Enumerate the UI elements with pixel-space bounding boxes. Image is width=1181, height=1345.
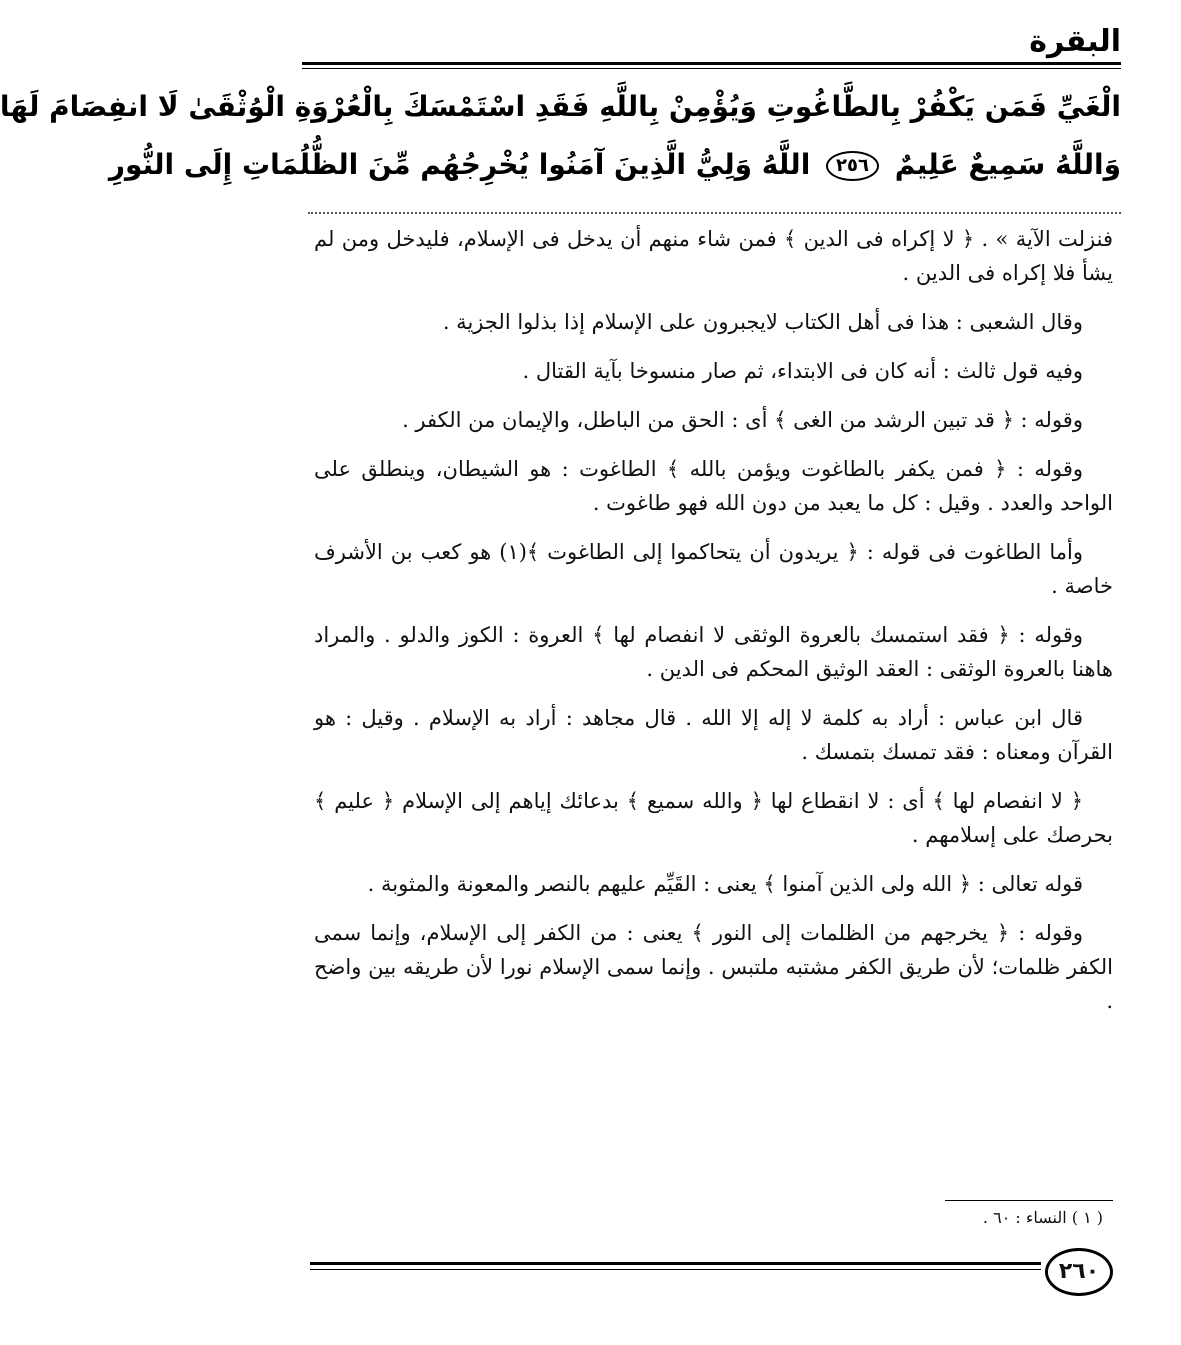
paragraph: قال ابن عباس : أراد به كلمة لا إله إلا الله . قال مجاهد : أراد به الإسلام . وقيل : هو القرآن ومعناه : فقد تمسك بتمسك . [314,706,1113,764]
paragraph: وفيه قول ثالث : أنه كان فى الابتداء، ثم صار منسوخا بآية القتال . [522,359,1083,383]
header-rule-thick [302,62,1121,65]
ayah-number-marker: ٢٥٦ [826,151,879,181]
header-rule-thin [302,68,1121,69]
paragraph: وقال الشعبى : هذا فى أهل الكتاب لايجبرون على الإسلام إذا بذلوا الجزية . [442,310,1083,334]
quran-verse-block [0,78,1121,194]
verse-line-1: الْغَيِّ فَمَن يَكْفُرْ بِالطَّاغُوتِ وَيُؤْمِنْ بِاللَّهِ فَقَدِ اسْتَمْسَكَ بِالْعُرْوَةِ الْوُثْقَىٰ لَا انفِصَامَ لَهَا [0,90,1121,123]
paragraph: قوله تعالى : ﴿ الله ولى الذين آمنوا ﴾ يعنى : القَيِّم عليهم بالنصر والمعونة والمثوبة . [367,872,1083,896]
footer-rules [310,1262,1041,1276]
paragraph: وقوله : ﴿ يخرجهم من الظلمات إلى النور ﴾ يعنى : من الكفر إلى الإسلام، وإنما سمى الكفر ظلمات؛ لأن طريق الكفر مشتبه ملتبس . وإنما سمى الإسلام نورا لأن طريقه بين واضح . [314,921,1113,1013]
footnote: ( ١ ) النساء : ٦٠ . [982,1208,1103,1227]
paragraph: وقوله : ﴿ فمن يكفر بالطاغوت ويؤمن بالله ﴾ الطاغوت : هو الشيطان، وينطلق على الواحد والعدد . وقيل : كل ما يعبد من دون الله فهو طاغوت . [314,457,1113,515]
footer-rule-thick [310,1262,1041,1265]
page-number: ٢٦٠ [1045,1248,1113,1296]
paragraph: وقوله : ﴿ قد تبين الرشد من الغى ﴾ أى : الحق من الباطل، والإيمان من الكفر . [402,408,1083,432]
paragraph: وأما الطاغوت فى قوله : ﴿ يريدون أن يتحاكموا إلى الطاغوت ﴾(١) هو كعب بن الأشرف خاصة . [314,540,1113,598]
verse-separator [308,212,1121,214]
verse-line-2 [108,136,1121,194]
page-header [302,18,1121,70]
paragraph: فنزلت الآية » . ﴿ لا إكراه فى الدين ﴾ فمن شاء منهم أن يدخل فى الإسلام، فليدخل ومن لم يشأ فلا إكراه فى الدين . [314,227,1113,285]
surah-title: البقرة [1029,24,1121,59]
verse-line-2-end: اللَّهُ وَلِيُّ الَّذِينَ آمَنُوا يُخْرِجُهُم مِّنَ الظُّلُمَاتِ إِلَى النُّورِ [108,148,811,181]
paragraph: ﴿ لا انفصام لها ﴾ أى : لا انقطاع لها ﴿ والله سميع ﴾ بدعائك إياهم إلى الإسلام ﴿ عليم ﴾ بحرصك على إسلامهم . [314,789,1113,847]
footer-rule-thin [310,1269,1041,1270]
footnote-rule [945,1200,1113,1201]
paragraph: وقوله : ﴿ فقد استمسك بالعروة الوثقى لا انفصام لها ﴾ العروة : الكوز والدلو . والمراد هاهنا بالعروة الوثقى : العقد الوثيق المحكم فى الدين . [314,623,1113,681]
verse-line-2-start: وَاللَّهُ سَمِيعٌ عَلِيمٌ [894,148,1121,181]
commentary-body [314,222,1113,1033]
